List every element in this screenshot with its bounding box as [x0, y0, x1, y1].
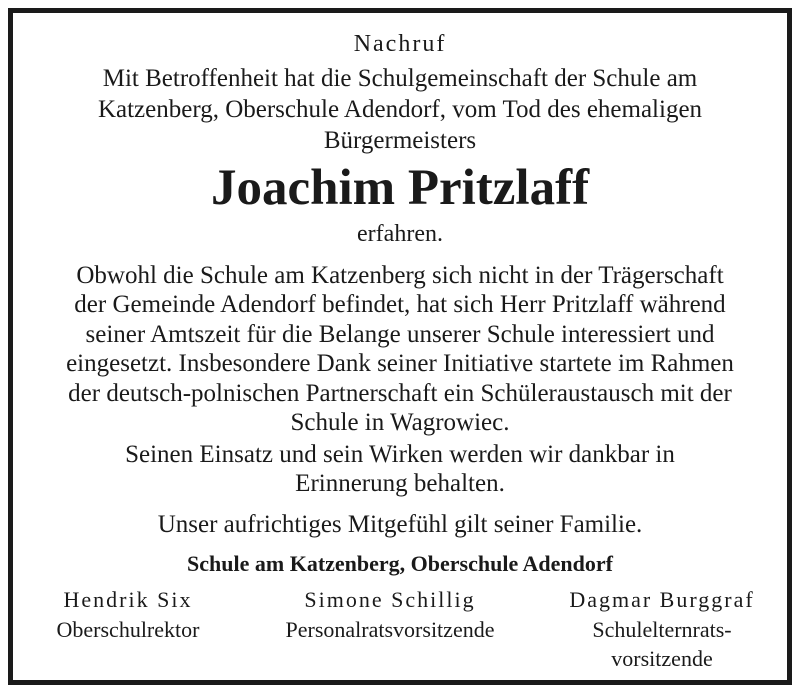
paragraph-line: Erinnerung behalten.: [295, 470, 505, 497]
paragraph-remembrance: [13, 440, 787, 498]
paragraph-line: Seinen Einsatz und sein Wirken werden wir dankbar in: [125, 441, 675, 468]
signatory-name: Hendrik Six: [63, 587, 193, 612]
intro-line: Katzenberg, Oberschule Adendorf, vom Tod des ehemaligen: [97, 96, 703, 123]
intro-text: [13, 63, 787, 156]
paragraph-line: Obwohl die Schule am Katzenberg sich nicht in der Trägerschaft: [76, 262, 724, 289]
school-name: Schule am Katzenberg, Oberschule Adendorf: [187, 551, 613, 576]
paragraph-line: der Gemeinde Adendorf befindet, hat sich Herr Pritzlaff während: [74, 291, 726, 319]
obituary-notice: [13, 13, 787, 680]
paragraph-line: eingesetzt. Insbesondere Dank seiner Initiative startete im Rahmen: [66, 350, 734, 378]
intro-line: Bürgermeisters: [323, 127, 477, 154]
signatory-principal: [23, 585, 233, 644]
signatory-role: Schulelternrats-: [592, 617, 732, 642]
learned-text: erfahren.: [357, 221, 443, 247]
signatory-role: Personalratsvorsitzende: [285, 617, 495, 642]
signatory-name: Dagmar Burggraf: [569, 587, 755, 612]
paragraph-condolence: Unser aufrichtiges Mitgefühl gilt seiner Familie.: [157, 511, 643, 538]
signatory-role: vorsitzende: [611, 646, 713, 671]
notice-heading: Nachruf: [353, 31, 447, 57]
signatory-role: Oberschulrektor: [56, 617, 200, 642]
intro-line: Mit Betroffenheit hat die Schulgemeinschaft der Schule am: [102, 65, 698, 92]
paragraph-line: seiner Amtszeit für die Belange unserer Schule interessiert und: [85, 320, 715, 348]
deceased-name: Joachim Pritzlaff: [210, 160, 590, 216]
paragraph-line: Schule in Wagrowiec.: [290, 409, 510, 437]
signatory-parents-council: [533, 585, 791, 673]
signatory-staff-council: [245, 585, 535, 644]
paragraph-tribute: [13, 261, 787, 437]
signatory-name: Simone Schillig: [304, 587, 476, 612]
notice-border: [8, 8, 792, 685]
paragraph-line: der deutsch-polnischen Partnerschaft ein Schüleraustausch mit der: [68, 379, 732, 407]
